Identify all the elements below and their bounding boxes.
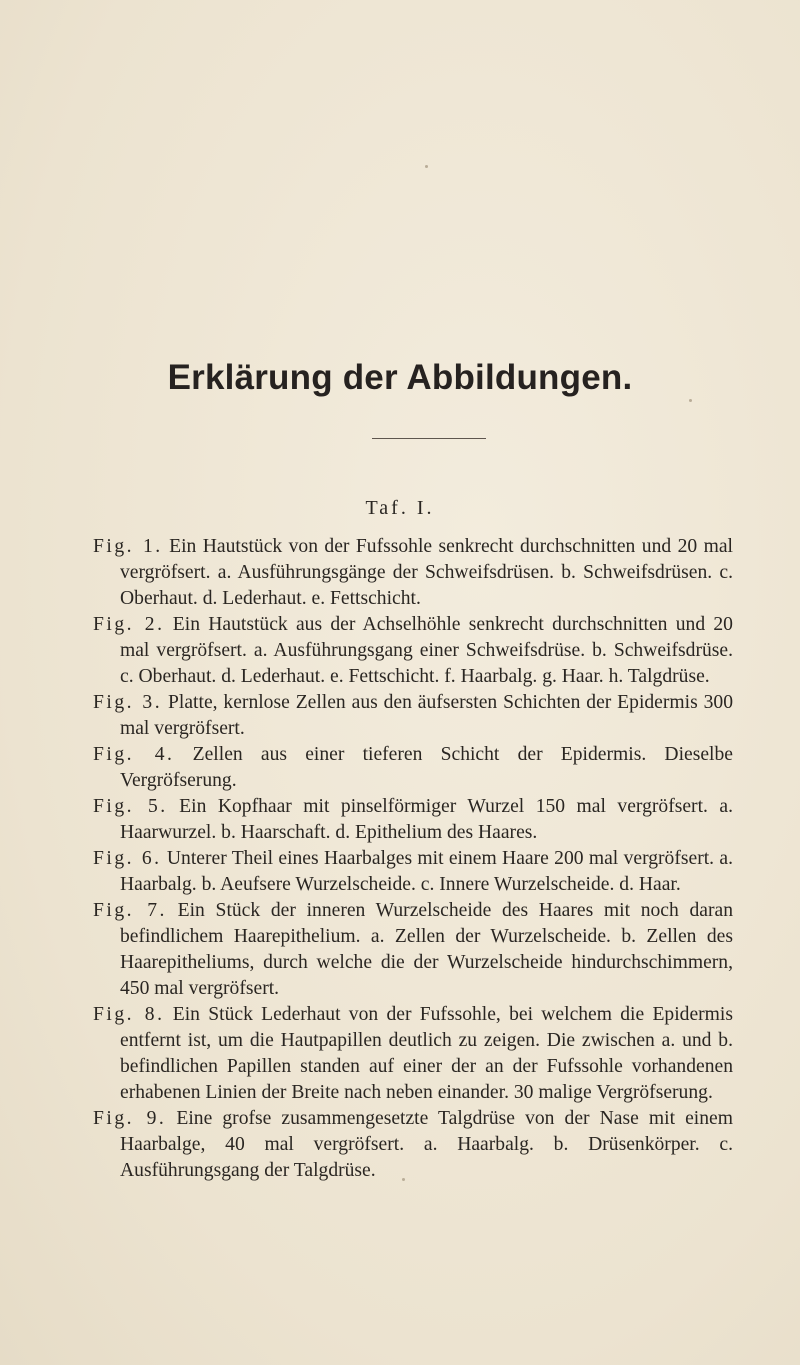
figure-description: Ein Stück Lederhaut von der Fufssohle, bei welchem die Epidermis entfernt ist, um die Hautpapillen deutlich zu zeigen. Die zwischen a. und b. befindlichen Papillen standen auf einer der an der Fufssohle vorhandenen erhabenen Linien der Breite nach neben einander. 30 malige Vergröfserung. [120,1004,733,1103]
figure-legend-entry [93,742,733,794]
figure-number: Fig. 9. [93,1108,167,1129]
figure-number: Fig. 2. [93,614,165,635]
figure-legend-entry [93,612,733,690]
plate-label: Taf. I. [365,497,435,519]
figure-description: Platte, kernlose Zellen aus den äufsersten Schichten der Epidermis 300 mal vergröfsert. [120,692,733,739]
paper-speck [425,165,428,168]
figure-description: Ein Kopfhaar mit pinselförmiger Wurzel 150 mal vergröfsert. a. Haarwurzel. b. Haarschaft. d. Epithelium des Haares. [120,796,733,843]
divider-rule [372,438,486,439]
page-heading: Erklärung der Abbildungen. [167,358,633,397]
figure-number: Fig. 1. [93,536,163,557]
figure-number: Fig. 3. [93,692,163,713]
figure-number: Fig. 4. [93,744,175,765]
figure-description: Eine grofse zusammengesetzte Talgdrüse von der Nase mit einem Haarbalge, 40 mal vergröfsert. a. Haarbalg. b. Drüsenkörper. c. Ausführungsgang der Talgdrüse. [120,1108,733,1181]
figure-legend-entry [93,794,733,846]
figure-description: Zellen aus einer tieferen Schicht der Epidermis. Dieselbe Vergröfserung. [120,744,733,791]
figure-number: Fig. 7. [93,900,167,921]
figure-description: Ein Stück der inneren Wurzelscheide des Haares mit noch daran befindlichem Haarepithelium. a. Zellen der Wurzelscheide. b. Zellen des Haarepitheliums, durch welche die der Wurzelscheide hindurchschimmern, 450 mal vergröfsert. [120,900,733,999]
figure-number: Fig. 8. [93,1004,165,1025]
figure-number: Fig. 6. [93,848,162,869]
paper-speck [689,399,692,402]
paper-speck [402,1178,405,1181]
figure-description: Ein Hautstück von der Fufssohle senkrecht durchschnitten und 20 mal vergröfsert. a. Ausführungsgänge der Schweifsdrüsen. b. Schweifsdrüsen. c. Oberhaut. d. Lederhaut. e. Fettschicht. [120,536,733,609]
figure-legend-entry [93,846,733,898]
figure-legend-list [93,534,733,1184]
figure-description: Unterer Theil eines Haarbalges mit einem Haare 200 mal vergröfsert. a. Haarbalg. b. Aeufsere Wurzelscheide. c. Innere Wurzelscheide. d. Haar. [120,848,733,895]
figure-legend-entry [93,1106,733,1184]
figure-number: Fig. 5. [93,796,168,817]
figure-legend-entry [93,690,733,742]
figure-description: Ein Hautstück aus der Achselhöhle senkrecht durchschnitten und 20 mal vergröfsert. a. Ausführungsgang einer Schweifsdrüse. b. Schweifsdrüse. c. Oberhaut. d. Lederhaut. e. Fettschicht. f. Haarbalg. g. Haar. h. Talgdrüse. [120,614,733,687]
figure-legend-entry [93,898,733,1002]
figure-legend-entry [93,534,733,612]
figure-legend-entry [93,1002,733,1106]
